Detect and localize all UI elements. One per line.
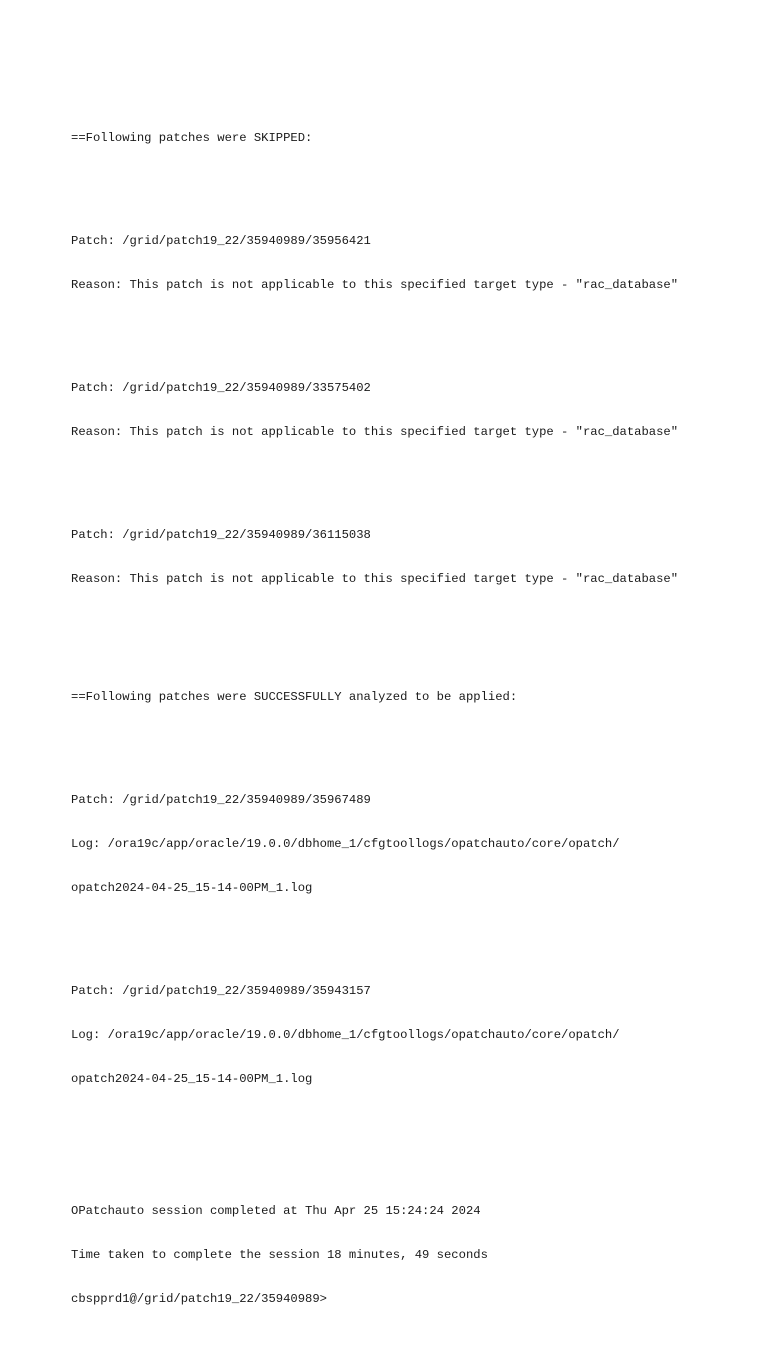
skipped-reason-line: Reason: This patch is not applicable to this specified target type - "rac_database" xyxy=(71,278,679,293)
successful-patch-line: Patch: /grid/patch19_22/35940989/35967489 xyxy=(71,792,371,807)
skipped-header: ==Following patches were SKIPPED: xyxy=(71,131,313,146)
skipped-patch-line: Patch: /grid/patch19_22/35940989/33575402 xyxy=(71,380,371,395)
successful-log-continuation: opatch2024-04-25_15-14-00PM_1.log xyxy=(71,880,313,895)
skipped-reason-line: Reason: This patch is not applicable to this specified target type - "rac_database" xyxy=(71,572,679,587)
skipped-reason-line: Reason: This patch is not applicable to this specified target type - "rac_database" xyxy=(71,425,679,440)
shell-prompt: cbspprd1@/grid/patch19_22/35940989> xyxy=(71,1292,327,1307)
skipped-patch-line: Patch: /grid/patch19_22/35940989/35956421 xyxy=(71,234,371,248)
successful-log-line: Log: /ora19c/app/oracle/19.0.0/dbhome_1/cfgtoollogs/opatchauto/core/opatch/ xyxy=(71,836,620,851)
session-duration-line: Time taken to complete the session 18 minutes, 49 seconds xyxy=(71,1248,488,1263)
successful-header: ==Following patches were SUCCESSFULLY analyzed to be applied: xyxy=(71,689,518,704)
session-completed-line: OPatchauto session completed at Thu Apr 25 15:24:24 2024 xyxy=(71,1204,481,1219)
successful-log-continuation: opatch2024-04-25_15-14-00PM_1.log xyxy=(71,1071,313,1086)
successful-patch-line: Patch: /grid/patch19_22/35940989/35943157 xyxy=(71,983,371,998)
successful-log-line: Log: /ora19c/app/oracle/19.0.0/dbhome_1/cfgtoollogs/opatchauto/core/opatch/ xyxy=(71,1027,620,1042)
opatchauto-output xyxy=(71,87,751,1351)
skipped-patch-line: Patch: /grid/patch19_22/35940989/36115038 xyxy=(71,527,371,542)
